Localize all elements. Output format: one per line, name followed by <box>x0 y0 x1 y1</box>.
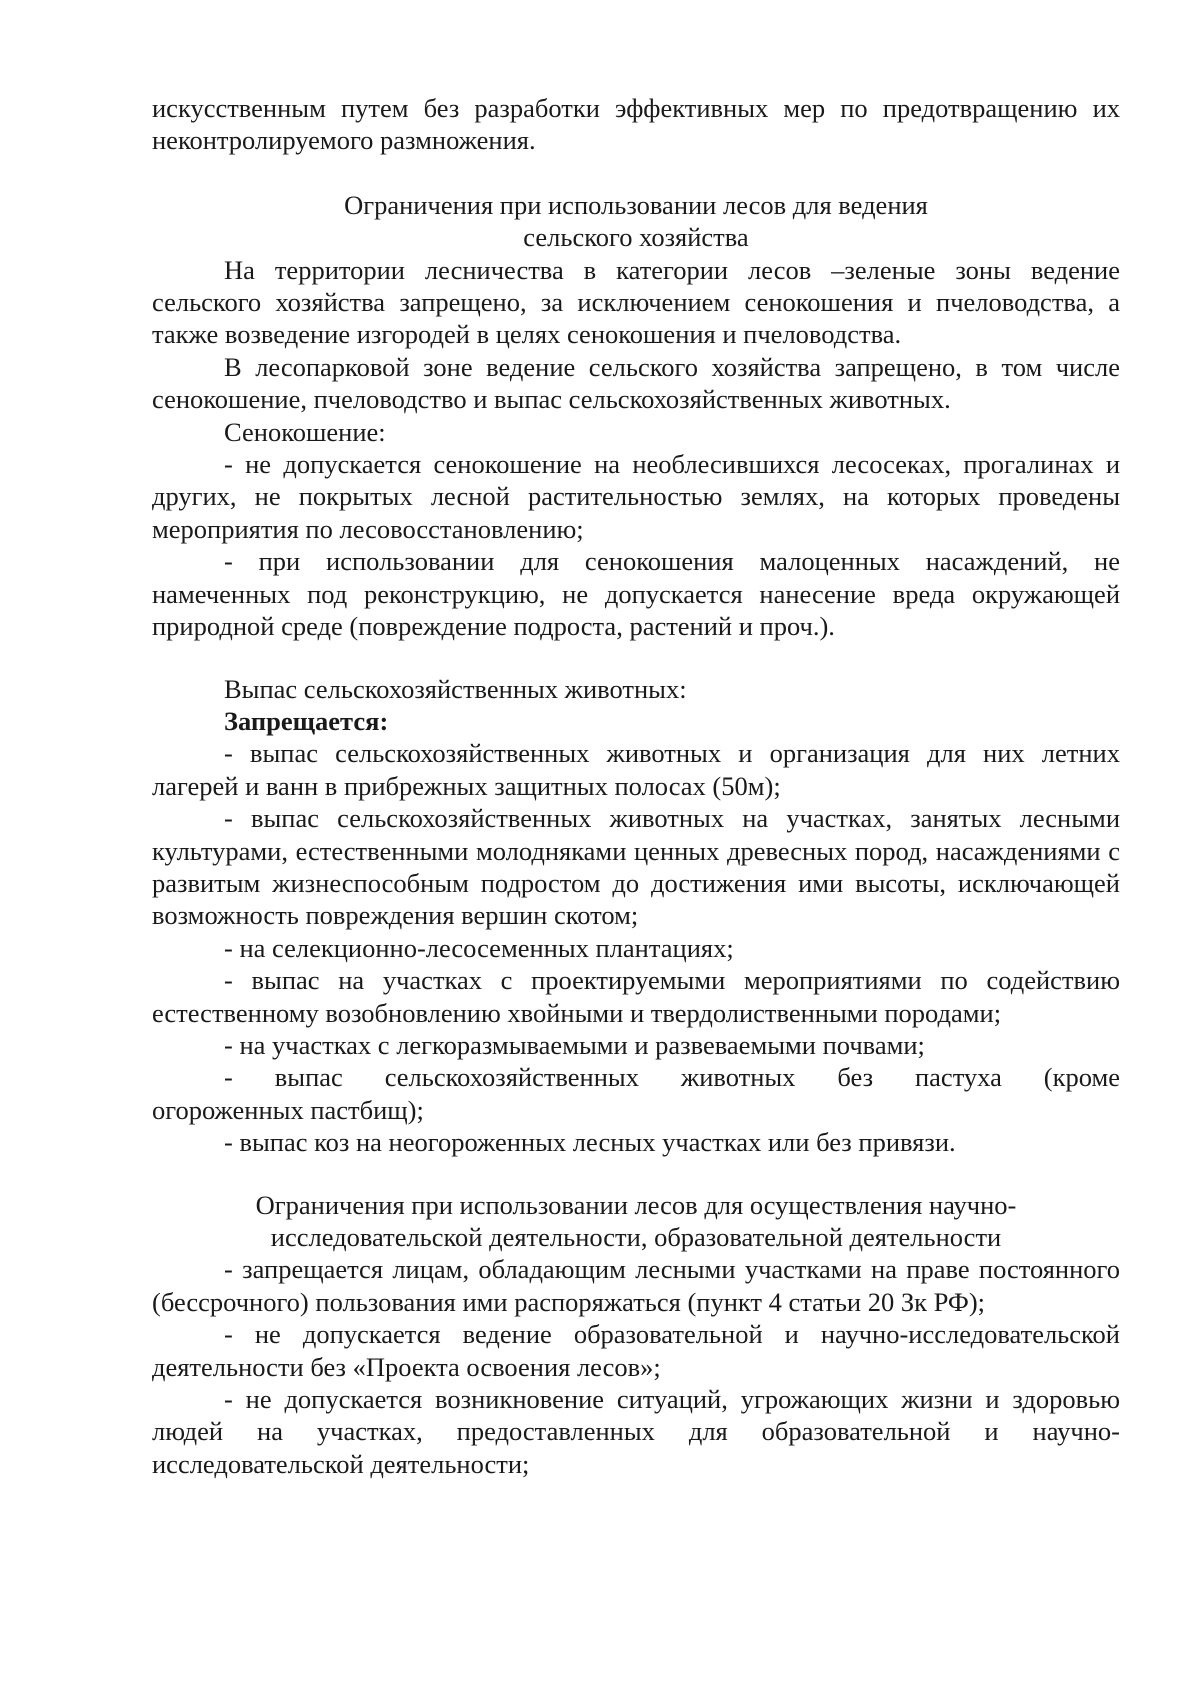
haymaking-item-2: - при использовании для сенокошения малоценных насаждений, не намеченных под реконструкцию, не допускается нанесение вреда окружающей природной среде (повреждение подроста, растений и проч.). <box>152 546 1120 642</box>
grazing-item-5: - на участках с легкоразмываемыми и развеваемыми почвами; <box>224 1029 925 1060</box>
grazing-label: Выпас сельскохозяйственных животных: <box>224 673 687 704</box>
grazing-item-7: - выпас коз на неогороженных лесных участках или без привязи. <box>224 1127 956 1158</box>
research-item-2: - не допускается ведение образовательной и научно-исследовательской деятельности без «Проекта освоения лесов»; <box>152 1319 1120 1382</box>
agriculture-heading <box>152 189 1120 254</box>
agriculture-paragraph-2: В лесопарковой зоне ведение сельского хозяйства запрещено, в том числе сенокошение, пчеловодство и выпас сельскохозяйственных животных. <box>152 351 1120 415</box>
document-page <box>152 92 1127 1480</box>
agriculture-paragraph-1: На территории лесничества в категории лесов –зеленые зоны ведение сельского хозяйства запрещено, за исключением сенокошения и пчеловодства, а также возведение изгородей в целях сенокошения и пчеловодства. <box>152 254 1120 350</box>
agriculture-heading-line-2: сельского хозяйства <box>523 222 749 253</box>
research-item-1: - запрещается лицам, обладающим лесными участками на праве постоянного (бессрочного) пользования ими распоряжаться (пункт 4 статьи 20 Зк РФ); <box>152 1254 1120 1317</box>
grazing-item-3: - на селекционно-лесосеменных плантациях; <box>224 932 734 963</box>
research-heading-line-1: Ограничения при использовании лесов для осуществления научно- <box>255 1189 1017 1220</box>
spacer <box>152 157 1120 189</box>
research-heading-line-2: исследовательской деятельности, образовательной деятельности <box>270 1222 1002 1252</box>
haymaking-item-1: - не допускается сенокошение на необлесившихся лесосеках, прогалинах и других, не покрытых лесной растительностью землях, на которых проведены мероприятия по лесовосстановлению; <box>152 449 1120 544</box>
intro-paragraph: искусственным путем без разработки эффективных мер по предотвращению их неконтролируемого размножения. <box>152 93 1120 156</box>
grazing-item-4: - выпас на участках с проектируемыми мероприятиями по содействию естественному возобновлению хвойными и твердолиственными породами; <box>152 965 1120 1028</box>
grazing-item-1: - выпас сельскохозяйственных животных и организация для них летних лагерей и ванн в прибрежных защитных полосах (50м); <box>152 738 1120 801</box>
haymaking-label: Сенокошение: <box>224 416 386 447</box>
grazing-item-6: - выпас сельскохозяйственных животных без пастуха (кроме огороженных пастбищ); <box>152 1062 1127 1125</box>
grazing-item-2: - выпас сельскохозяйственных животных на участках, занятых лесными культурами, естественными молодняками ценных древесных пород, насаждениями с развитым жизнеспособным подростом до достижения ими высоты, исключающей возможность повреждения вершин скотом; <box>152 803 1120 931</box>
research-heading <box>152 1189 1120 1254</box>
agriculture-heading-line-1: Ограничения при использовании лесов для ведения <box>344 189 928 220</box>
prohibited-label: Запрещается: <box>224 705 389 736</box>
spacer <box>152 643 1120 673</box>
research-item-3: - не допускается возникновение ситуаций, угрожающих жизни и здоровью людей на участках, предоставленных для образовательной и научно-исследовательской деятельности; <box>152 1384 1120 1479</box>
spacer <box>152 1159 1120 1189</box>
